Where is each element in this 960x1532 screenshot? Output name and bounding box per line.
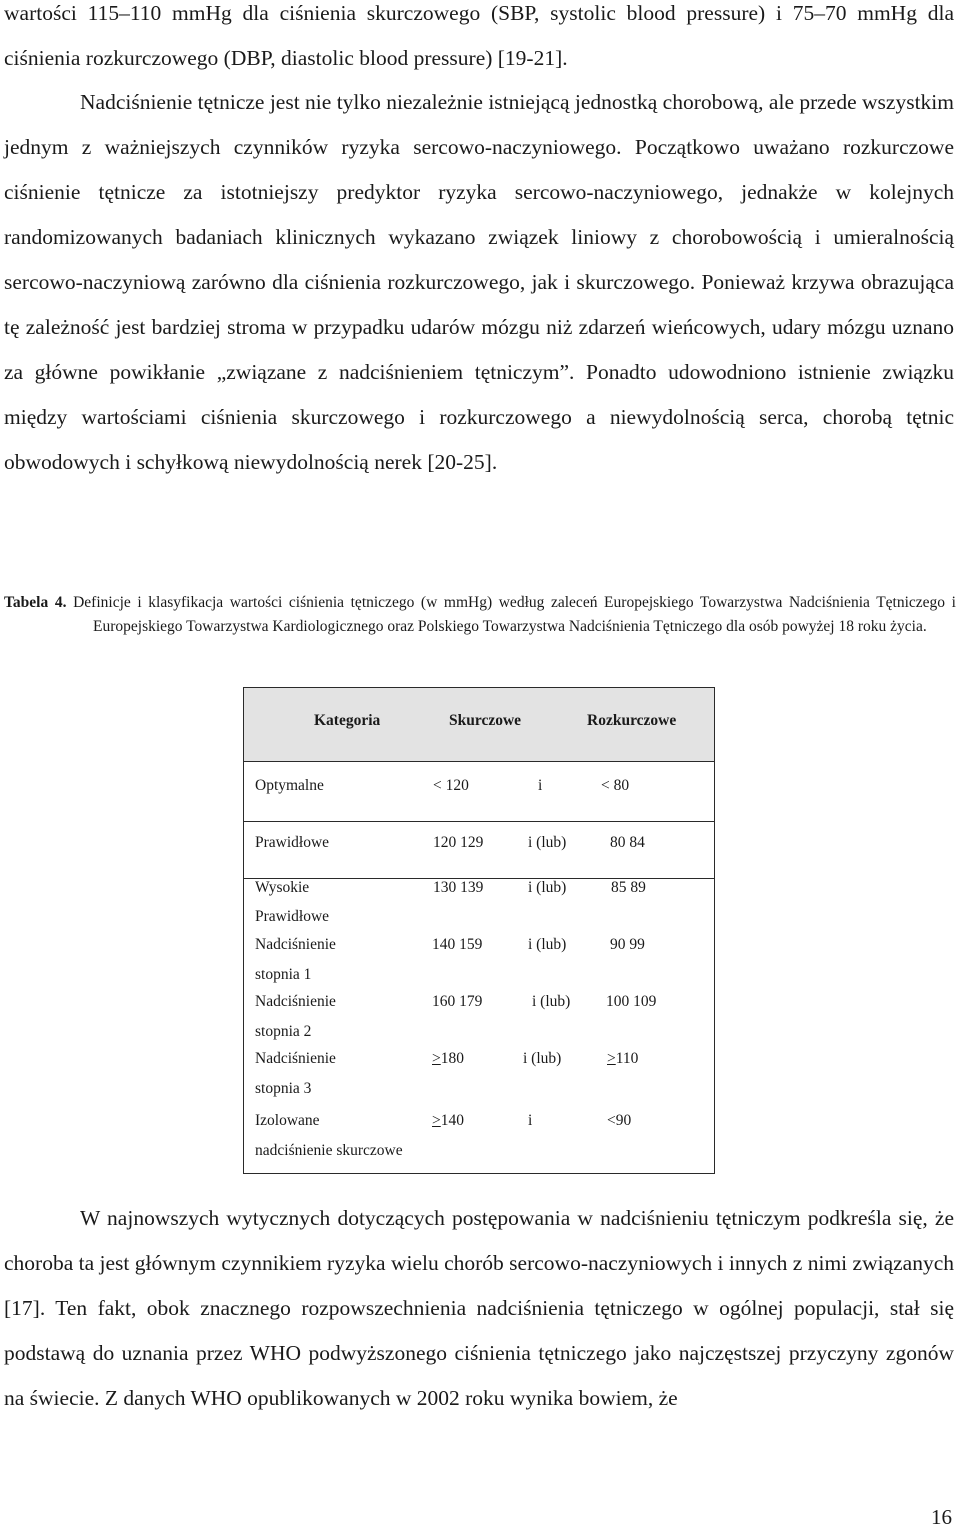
ge-sign-icon: > <box>432 1050 441 1067</box>
row-category: Nadciśnienie <box>255 1050 336 1067</box>
row-conjunction: i (lub) <box>532 993 571 1010</box>
row-diastolic: < 80 <box>601 777 630 794</box>
row-category-cont: nadciśnienie skurczowe <box>255 1142 403 1159</box>
page-number: 16 <box>931 1505 952 1529</box>
row-category-cont: stopnia 2 <box>255 1023 312 1040</box>
header-diastolic: Rozkurczowe <box>587 712 677 729</box>
ge-sign-icon: > <box>607 1050 616 1067</box>
table-header <box>244 688 714 762</box>
row-systolic: 120 129 <box>433 834 484 851</box>
row-divider <box>244 821 714 822</box>
row-category-cont: stopnia 3 <box>255 1080 312 1097</box>
header-category: Kategoria <box>314 712 381 729</box>
row-systolic: >180 <box>432 1050 464 1067</box>
table-caption-label: Tabela 4. <box>4 594 67 611</box>
row-category: Nadciśnienie <box>255 993 336 1010</box>
row-conjunction: i (lub) <box>528 936 567 953</box>
paragraph-who-guidelines: W najnowszych wytycznych dotyczących postępowania w nadciśnieniu tętniczym podkreśla się, że choroba ta jest głównym czynnikiem ryzyka wielu chorób sercowo-naczyniowych i innych z nimi związanych [17]. Ten fakt, obok znacznego rozpowszechnienia nadciśnienia tętniczego w ogólnej populacji, stał się podstawą do uznania przez WHO podwyższonego ciśnienia tętniczego jako najczęstszej przyczyny zgonów na świecie. Z danych WHO opublikowanych w 2002 roku wynika bowiem, że <box>4 1206 954 1410</box>
row-systolic: < 120 <box>433 777 469 794</box>
paragraph-hypertension-risk: Nadciśnienie tętnicze jest nie tylko niezależnie istniejącą jednostką chorobową, ale przede wszystkim jednym z ważniejszych czynników ryzyka sercowo-naczyniowego. Początkowo uważano rozkurczowe ciśnienie tętnicze za istotniejszy predyktor ryzyka sercowo-naczyniowego, jednakże w kolejnych randomizowanych badaniach klinicznych wykazano związek liniowy z chorobowością i umieralnością sercowo-naczyniową zarówno dla ciśnienia rozkurczowego, jak i skurczowego. Ponieważ krzywa obrazująca tę zależność jest bardziej stroma w przypadku udarów mózgu niż zdarzeń wieńcowych, udary mózgu uznano za główne powikłanie „związane z nadciśnieniem tętniczym”. Ponadto udowodniono istnienie związku między wartościami ciśnienia skurczowego i rozkurczowego a niewydolnością serca, chorobą tętnic obwodowych i schyłkową niewydolnością nerek [20-25]. <box>4 90 954 474</box>
row-diastolic: >110 <box>607 1050 639 1067</box>
row-conjunction: i <box>538 777 543 794</box>
row-diastolic: 100 109 <box>606 993 657 1010</box>
row-conjunction: i (lub) <box>528 834 567 851</box>
row-systolic: >140 <box>432 1112 464 1129</box>
bp-classification-table <box>243 687 715 1174</box>
row-systolic: 130 139 <box>433 879 484 896</box>
row-systolic: 140 159 <box>432 936 483 953</box>
row-systolic: 160 179 <box>432 993 483 1010</box>
table-caption-text: Definicje i klasyfikacja wartości ciśnienia tętniczego (w mmHg) według zaleceń Europejskiego Towarzystwa Nadciśnienia Tętniczego i Europejskiego Towarzystwa Kardiologicznego oraz Polskiego Towarzystwa Nadciśnienia Tętniczego dla osób powyżej 18 roku życia. <box>73 594 956 635</box>
row-category-cont: stopnia 1 <box>255 966 312 983</box>
row-diastolic: 80 84 <box>610 834 645 851</box>
row-category: Nadciśnienie <box>255 936 336 953</box>
row-category: Wysokie <box>255 879 310 896</box>
row-conjunction: i <box>528 1112 533 1129</box>
table-caption <box>4 591 956 639</box>
row-diastolic: 85 89 <box>611 879 646 896</box>
row-diastolic: 90 99 <box>610 936 645 953</box>
row-conjunction: i (lub) <box>523 1050 562 1067</box>
ge-sign-icon: > <box>432 1112 441 1129</box>
header-systolic: Skurczowe <box>449 712 522 729</box>
row-category-cont: Prawidłowe <box>255 908 330 925</box>
row-category: Prawidłowe <box>255 834 330 851</box>
row-diastolic: <90 <box>607 1112 632 1129</box>
row-conjunction: i (lub) <box>528 879 567 896</box>
row-category: Izolowane <box>255 1112 320 1129</box>
paragraph-intro: wartości 115–110 mmHg dla ciśnienia skurczowego (SBP, systolic blood pressure) i 75–70 mmHg dla ciśnienia rozkurczowego (DBP, diastolic blood pressure) [19-21]. <box>4 1 954 70</box>
row-category: Optymalne <box>255 777 324 794</box>
